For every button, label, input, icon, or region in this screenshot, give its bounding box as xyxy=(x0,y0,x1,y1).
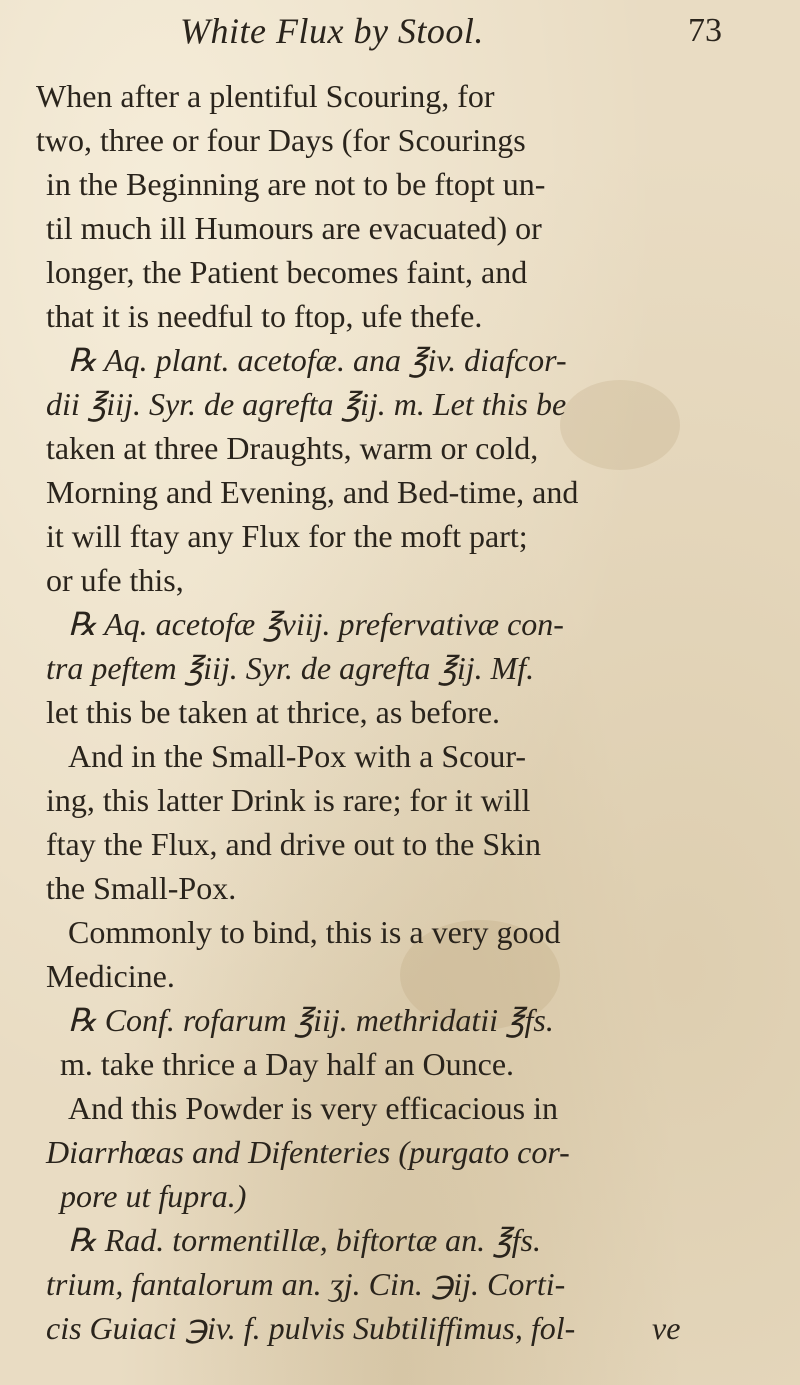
text-line: Diarrhœas and Difenteries (purgato cor- xyxy=(46,1134,570,1170)
text-line: cis Guiaci ℈iv. f. pulvis Subtiliffimus, fol- xyxy=(46,1310,576,1346)
text-line: And in the Small-Pox with a Scour- xyxy=(68,738,526,774)
text-line: ftay the Flux, and drive out to the Skin xyxy=(46,826,542,862)
page-header xyxy=(0,2,800,60)
text-line: let this be taken at thrice, as before. xyxy=(46,694,501,730)
text-line: When after a plentiful Scouring, for xyxy=(36,78,495,114)
text-line: And this Powder is very efficacious in xyxy=(68,1090,558,1126)
text-line: pore ut fupra.) xyxy=(60,1178,247,1214)
text-line: ℞ Conf. rofarum ℥iij. methridatii ℥fs. xyxy=(68,1002,554,1038)
text-line: til much ill Humours are evacuated) or xyxy=(46,210,542,246)
text-line: longer, the Patient becomes faint, and xyxy=(46,254,528,290)
text-line: ing, this latter Drink is rare; for it will xyxy=(46,782,531,818)
text-line: Morning and Evening, and Bed-time, and xyxy=(46,474,579,510)
text-line: that it is needful to ftop, ufe thefe. xyxy=(46,298,483,334)
text-line: ℞ Rad. tormentillæ, biftortæ an. ℥fs. xyxy=(68,1222,541,1258)
text-line: ℞ Aq. plant. acetofæ. ana ℥iv. diafcor- xyxy=(68,342,567,378)
paper-stain xyxy=(560,380,680,470)
text-line: m. take thrice a Day half an Ounce. xyxy=(60,1046,515,1082)
text-line: Medicine. xyxy=(46,958,175,994)
text-line: ℞ Aq. acetofæ ℥viij. prefervativæ con- xyxy=(68,606,564,642)
text-line: or ufe this, xyxy=(46,562,184,598)
text-line: the Small-Pox. xyxy=(46,870,237,906)
text-line: tra peftem ℥iij. Syr. de agrefta ℥ij. Mf. xyxy=(46,650,535,686)
text-line: two, three or four Days (for Scourings xyxy=(36,122,526,158)
text-line: taken at three Draughts, warm or cold, xyxy=(46,430,539,466)
text-line: trium, fantalorum an. ʒj. Cin. ℈ij. Corti- xyxy=(46,1266,566,1302)
text-line: in the Beginning are not to be ftopt un- xyxy=(46,166,546,202)
text-line: Commonly to bind, this is a very good xyxy=(68,914,561,950)
text-line: it will ftay any Flux for the moft part; xyxy=(46,518,528,554)
page-number: 73 xyxy=(688,12,722,49)
running-title: White Flux by Stool. xyxy=(180,11,484,51)
text-line: dii ℥iij. Syr. de agrefta ℥ij. m. Let this be xyxy=(46,386,567,422)
catchword: ve xyxy=(652,1310,681,1346)
